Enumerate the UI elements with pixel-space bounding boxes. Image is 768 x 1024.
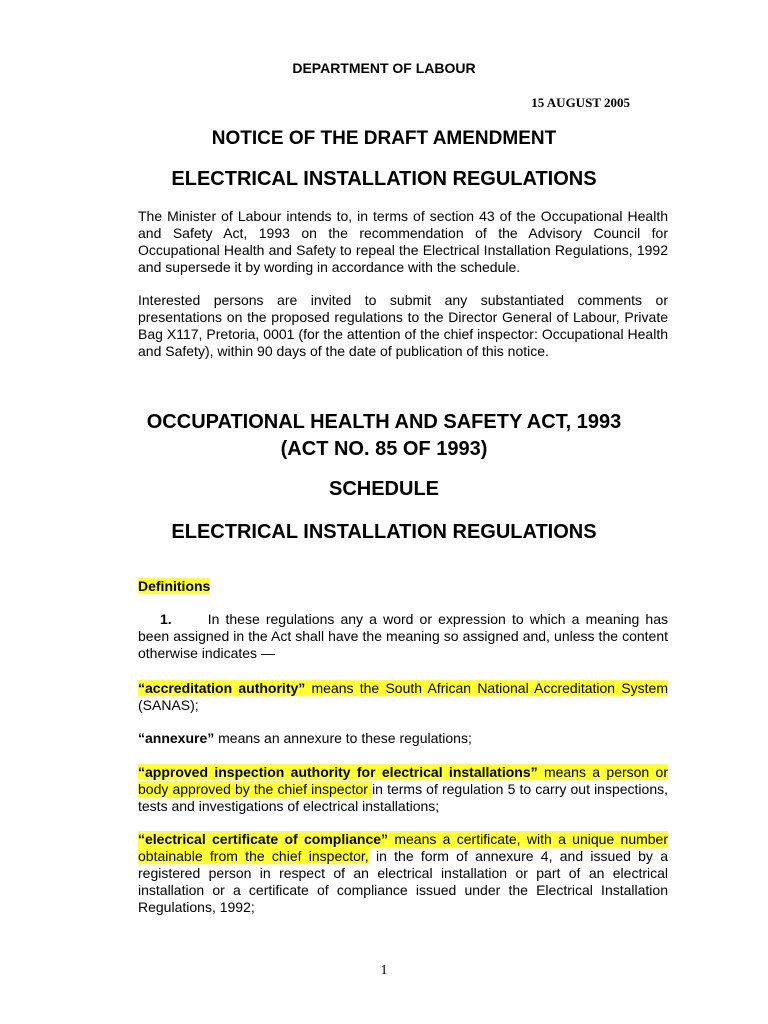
clause-1	[138, 611, 668, 662]
definition-approved-inspection-authority	[138, 764, 668, 815]
definition-text: in the form of annexure 4, and issued by a registered person in respect of an electrical installation or part of an electrical installation or a certificate of compliance issued under the Electrical Installation Regulations, 1992;	[138, 848, 668, 915]
schedule-title: SCHEDULE	[328, 478, 439, 500]
regulations-title: ELECTRICAL INSTALLATION REGULATIONS	[171, 168, 597, 190]
page-number: 1	[380, 963, 388, 978]
definition-accreditation-authority	[138, 680, 668, 714]
definition-electrical-certificate	[138, 831, 668, 916]
definition-term: “annexure”	[138, 730, 215, 746]
notice-date: 15 AUGUST 2005	[531, 95, 630, 110]
schedule-regulations-title: ELECTRICAL INSTALLATION REGULATIONS	[171, 521, 597, 543]
definitions-heading: Definitions	[138, 578, 211, 594]
act-title-line-1: OCCUPATIONAL HEALTH AND SAFETY ACT, 1993	[146, 411, 622, 433]
definition-text: in terms of regulation 5 to carry out inspections, tests and investigations of electrical installations;	[138, 781, 669, 814]
clause-text: In these regulations any a word or expression to which a meaning has been assigned in the Act shall have the meaning so assigned and, unless the content otherwise indicates —	[138, 611, 668, 661]
definition-term: “electrical certificate of compliance”	[138, 831, 389, 847]
act-title-line-2: (ACT NO. 85 OF 1993)	[280, 438, 488, 460]
definition-term: “approved inspection authority for electrical installations”	[138, 764, 538, 780]
definition-text: (SANAS);	[138, 697, 199, 713]
definition-text: means an annexure to these regulations;	[214, 730, 472, 746]
definition-term: “accreditation authority”	[138, 680, 306, 696]
clause-number: 1.	[160, 611, 172, 627]
notice-title: NOTICE OF THE DRAFT AMENDMENT	[211, 128, 557, 149]
intro-paragraph-2: Interested persons are invited to submit any substantiated comments or presentations on the proposed regulations to the Director General of Labour, Private Bag X117, Pretoria, 0001 (for the attention of the chief inspector: Occupational Health and Safety), within 90 days of the date of publication of this notice.	[138, 292, 668, 359]
intro-paragraph-1: The Minister of Labour intends to, in terms of section 43 of the Occupational Health and Safety Act, 1993 on the recommendation of the Advisory Council for Occupational Health and Safety to repeal the Electrical Installation Regulations, 1992 and supersede it by wording in accordance with the schedule.	[138, 208, 668, 275]
definitions-heading-row	[138, 578, 668, 595]
department-heading: DEPARTMENT OF LABOUR	[292, 60, 476, 76]
definition-annexure	[138, 730, 668, 747]
definition-text-highlighted: means the South African National Accreditation System	[305, 680, 668, 696]
definition-text-highlighted: means a certificate, with a unique number obtainable from the chief inspector,	[138, 831, 668, 864]
definition-text-highlighted: means a person or body approved by the chief inspector	[138, 764, 668, 797]
